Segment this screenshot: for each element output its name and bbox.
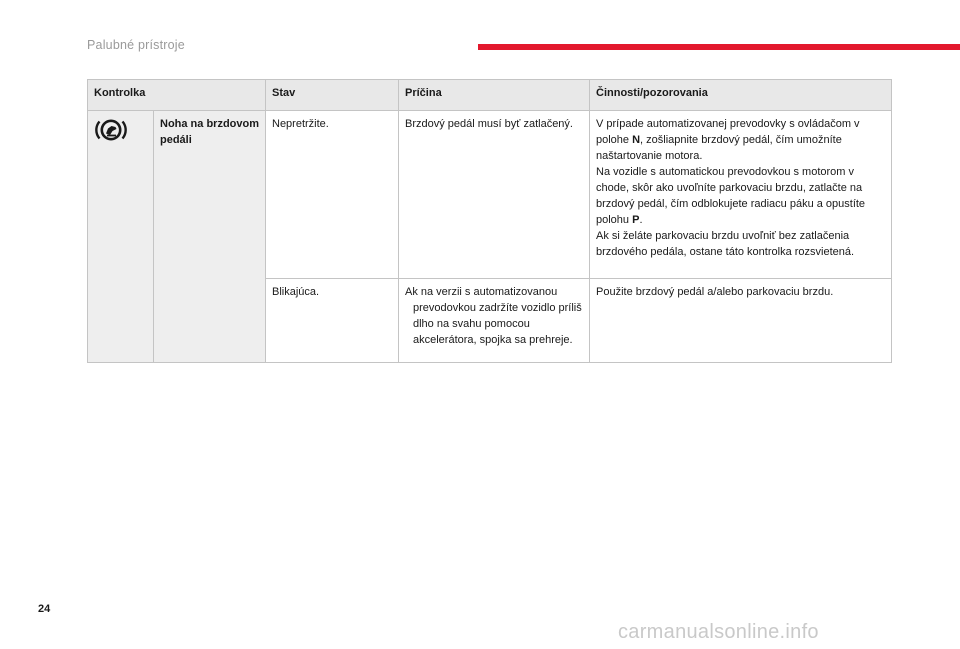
action-2-tail: . [639,214,643,226]
watermark: carmanualsonline.info [618,621,819,643]
action-line-3 [596,228,885,260]
row1-stav: Nepretržite. [266,111,399,279]
action-2-text: Na vozidle s automatickou prevodovkou s motorom v chode, skôr ako uvoľníte parkovaciu brzdu, zatlačte na brzdový pedál, čím odblokujete radiacu páku a opustíte polohu [596,166,866,226]
column-header-cinnosti: Činnosti/pozorovania [590,80,892,111]
row1-pricina-text: Brzdový pedál musí byť zatlačený. [405,118,573,130]
column-header-kontrolka: Kontrolka [88,80,266,111]
row2-pricina [399,279,590,363]
column-header-pricina: Príčina [399,80,590,111]
action-line-2 [596,164,885,228]
table-header-row [88,80,892,111]
action-1-tail: , zošliapnite brzdový pedál, čím umožníte naštartovanie motora. [596,134,842,162]
lamp-icon-cell [88,111,154,363]
row2-stav: Blikajúca. [266,279,399,363]
lamp-name: Noha na brzdovom pedáli [154,111,266,363]
action-1-text: V prípade automatizovanej prevodovky s ovládačom v polohe [596,118,860,146]
page-number: 24 [38,603,51,615]
row2-pricina-text: Ak na verzii s automatizovanou prevodovkou zadržíte vozidlo príliš dlho na svahu pomocou akcelerátora, spojka sa prehreje. [405,286,582,346]
table-row [88,111,892,279]
row1-pricina [399,111,590,279]
action-3-text: Ak si želáte parkovaciu brzdu uvoľniť bez zatlačenia brzdového pedála, ostane táto kontrolka rozsvietená. [596,230,855,258]
action-2-bold: P [632,214,640,226]
foot-on-brake-pedal-icon [94,135,128,147]
action-line-1 [596,116,885,164]
column-header-stav: Stav [266,80,399,111]
action-1-bold: N [632,134,641,146]
section-title: Palubné prístroje [87,38,185,52]
header-accent-bar [478,44,960,50]
row1-actions [590,111,892,279]
row2-actions: Použite brzdový pedál a/alebo parkovaciu brzdu. [590,279,892,363]
warning-lamp-table [87,79,892,363]
